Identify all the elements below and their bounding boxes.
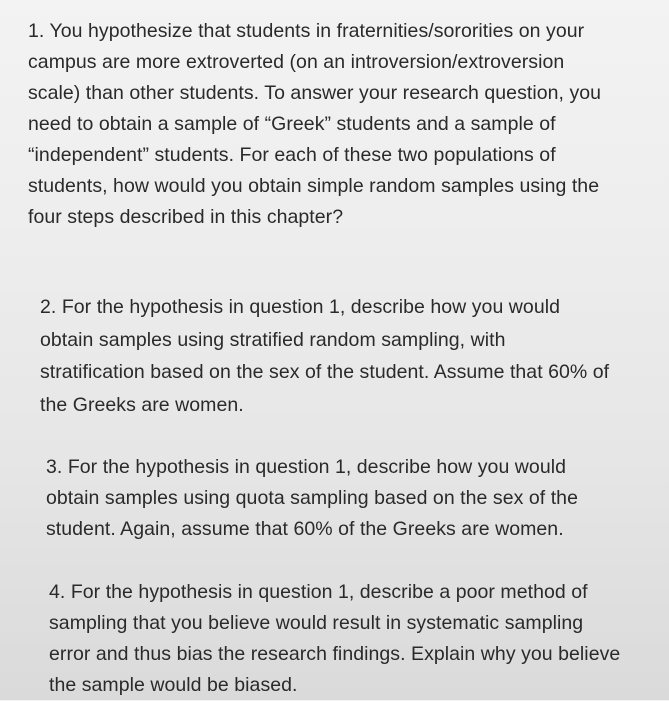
question-1: 1. You hypothesize that students in fraternities/sororities on your campus are more extroverted (on an introversion/extroversion scale) than other students. To answer your research question, you need to obtain a sample of “Greek” students and a sample of “independent” students. For each of these two populations of students, how would you obtain simple random samples using the four steps described in this chapter?: [28, 20, 602, 228]
question-2: 2. For the hypothesis in question 1, describe how you would obtain samples using stratified random sampling, with stratification based on the sex of the student. Assume that 60% of the Greeks are women.: [40, 296, 610, 416]
question-4: 4. For the hypothesis in question 1, describe a poor method of sampling that you believe would result in systematic sampling error and thus bias the research findings. Explain why you believe the sample would be biased.: [49, 581, 621, 696]
question-3: 3. For the hypothesis in question 1, describe how you would obtain samples using quota sampling based on the sex of the student. Again, assume that 60% of the Greeks are women.: [46, 456, 578, 540]
